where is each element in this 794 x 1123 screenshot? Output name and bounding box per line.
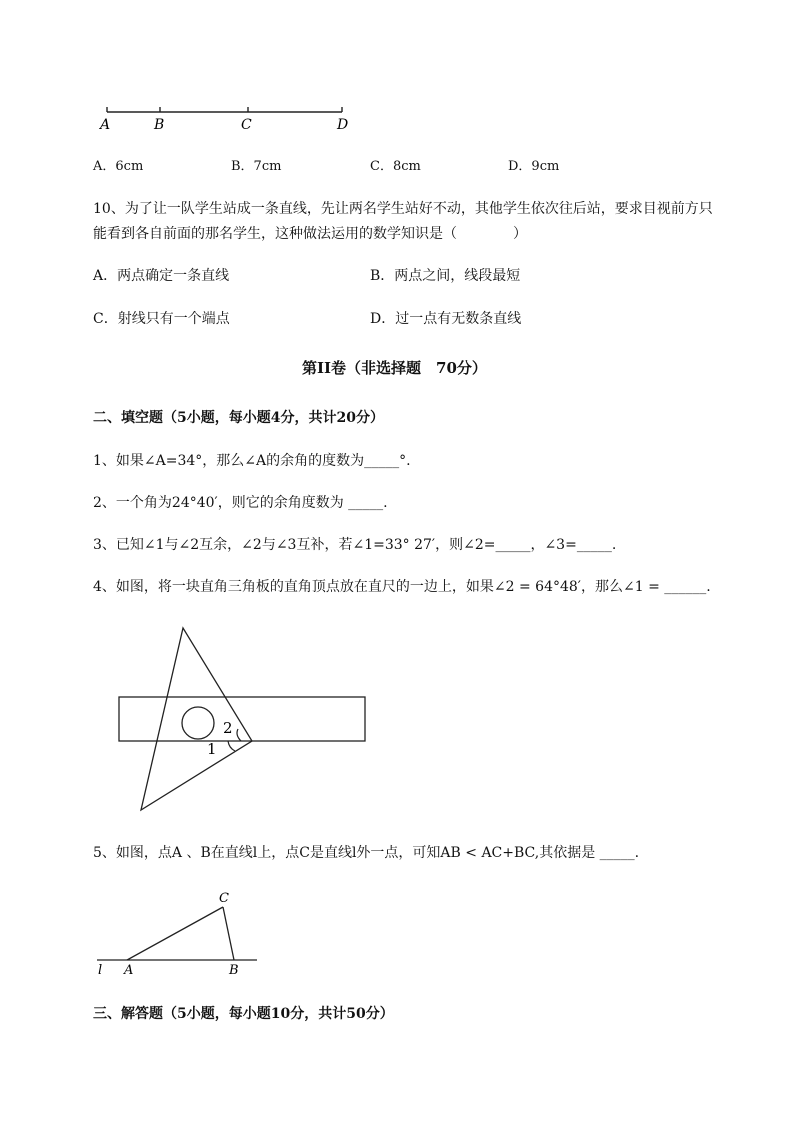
ruler-shape — [119, 697, 365, 741]
q10-option-b: B．两点之间，线段最短 — [370, 268, 521, 284]
q9-option-c: C．8cm — [370, 159, 421, 174]
q10-option-a: A．两点确定一条直线 — [93, 268, 230, 284]
q10-option-d: D．过一点有无数条直线 — [370, 311, 522, 327]
angle-label-1: 1 — [207, 740, 217, 758]
set-square-hole — [182, 707, 214, 739]
section3-heading: 三、解答题（5小题，每小题10分，共计50分） — [93, 1006, 394, 1022]
point-label-d: D — [337, 117, 349, 133]
point-label-c: C — [241, 117, 252, 133]
angle-1-arc — [228, 741, 235, 751]
q9-option-b: B．7cm — [231, 159, 282, 174]
angle-2-arc — [237, 729, 241, 741]
q10-text-line1: 10、为了让一队学生站成一条直线，先让两名学生站好不动，其他学生依次往后站，要求目视前方只 — [93, 201, 713, 217]
q9-option-a: A．6cm — [93, 159, 144, 174]
line-triangle-figure — [92, 885, 272, 980]
set-square-shape — [141, 628, 252, 810]
point-label-a: A — [100, 117, 111, 133]
q10-option-c: C．射线只有一个端点 — [93, 311, 230, 327]
q10-text-line2: 能看到各自前面的那名学生，这种做法运用的数学知识是（ ） — [93, 226, 527, 242]
fill-question-2: 2、一个角为24°40′，则它的余角度数为 _____. — [93, 495, 388, 511]
point-label-b: B — [154, 117, 165, 133]
fill-question-4: 4、如图，将一块直角三角板的直角顶点放在直尺的一边上，如果∠2 = 64°48′，那么∠1 = ______. — [93, 579, 711, 595]
point-label-b: B — [229, 963, 239, 978]
fill-question-3: 3、已知∠1与∠2互余，∠2与∠3互补，若∠1=33° 27′，则∠2=_____，∠3=_____. — [93, 537, 617, 553]
ruler-triangle-figure — [110, 620, 380, 820]
angle-label-2: 2 — [223, 719, 233, 737]
fill-question-1: 1、如果∠A=34°，那么∠A的余角的度数为_____°. — [93, 453, 411, 469]
q9-option-d: D．9cm — [508, 159, 560, 174]
point-label-c: C — [219, 891, 229, 906]
line-label-l: l — [98, 963, 103, 978]
section2-heading: 二、填空题（5小题，每小题4分，共计20分） — [93, 410, 384, 426]
part2-title: 第II卷（非选择题 70分） — [302, 359, 487, 377]
segment-figure — [95, 100, 365, 140]
fill-question-5: 5、如图，点A 、B在直线l上，点C是直线l外一点，可知AB < AC+BC,其依据是 _____. — [93, 845, 640, 861]
point-label-a: A — [124, 963, 134, 978]
